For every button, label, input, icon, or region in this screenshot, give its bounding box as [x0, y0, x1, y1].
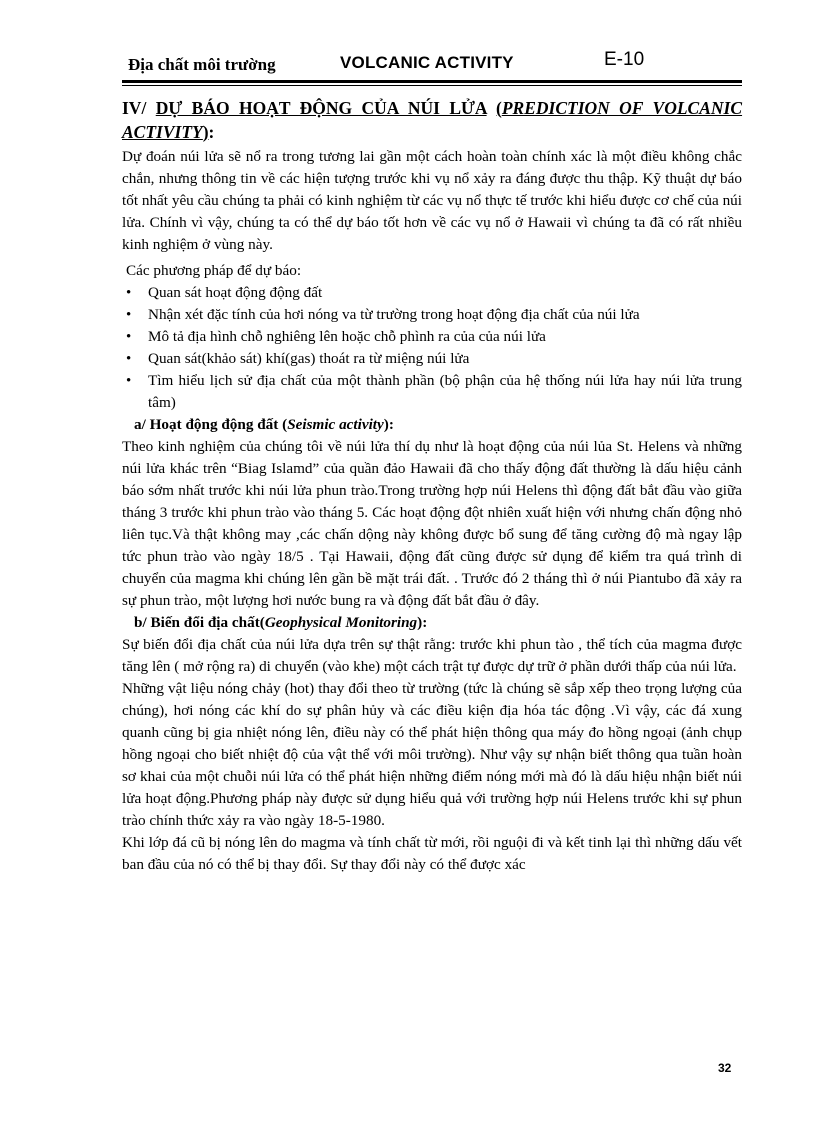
header-title: VOLCANIC ACTIVITY: [340, 53, 514, 72]
section-number: IV/: [122, 98, 147, 118]
subsection-b-paragraph-1: Sự biến đổi địa chất của núi lửa dựa trên sự thật rằng: trước khi phun tào , thể tích của magma được tăng lên ( mở rộng ra) di chuyển (vào khe) một cách trật tự được dự trữ ở phần dưới thấp của núi lửa.: [122, 636, 742, 675]
header-subject: Địa chất môi trường: [128, 55, 276, 74]
subsection-a-heading: a/ Hoạt động động đất (Seismic activity):: [134, 416, 394, 433]
list-item: • Quan sát(khảo sát) khí(gas) thoát ra từ miệng núi lửa: [122, 348, 742, 370]
intro-paragraph: Dự đoán núi lửa sẽ nổ ra trong tương lai gần một cách hoàn toàn chính xác là một điều không chắc chắn, nhưng thông tin về các hiện tượng trước khi vụ nổ xảy ra đáng được thu thập. Kỹ thuật dự báo tốt nhất yêu cầu chúng ta phải có kinh nghiệm từ các vụ nổ thực tế trước khi hiểu được cơ chế của núi lửa. Chính vì vậy, chúng ta có thể dự báo tốt hơn về các vụ nổ ở Hawaii vì chúng ta đã có rất nhiều kinh nghiệm ở vùng này.: [122, 148, 742, 253]
list-item: • Mô tả địa hình chỗ nghiêng lên hoặc chỗ phình ra của của núi lửa: [122, 326, 742, 348]
list-item: • Nhận xét đặc tính của hơi nóng va từ trường trong hoạt động địa chất của núi lửa: [122, 304, 742, 326]
section-title-vi: DỰ BÁO HOẠT ĐỘNG CỦA NÚI LỬA: [155, 98, 487, 118]
header-code: E-10: [604, 49, 645, 70]
section-title-en: PREDICTION OF VOLCANIC ACTIVITY: [122, 98, 743, 142]
section-title: IV/ DỰ BÁO HOẠT ĐỘNG CỦA NÚI LỬA (PREDICTION OF VOLCANIC ACTIVITY):: [122, 98, 743, 142]
subsection-b-term: Geophysical Monitoring: [264, 614, 418, 631]
header-rule-thin: [122, 85, 742, 86]
subsection-b-paragraph-3: Khi lớp đá cũ bị nóng lên do magma và tính chất từ mới, rồi nguội đi và kết tinh lại thì những dấu vết ban đầu của nó có thể bị thay đổi. Sự thay đổi này có thể được xác: [122, 834, 742, 873]
subsection-b-paragraph-2: Những vật liệu nóng chảy (hot) thay đổi theo từ trường (tức là chúng sẽ sắp xếp theo trọng lượng của chúng), hơi nóng các khí do sự phân hủy và các điều kiện địa hóa tác động .Vì vậy, các đá xung quanh cũng bị gia nhiệt nóng lên, điều này có thể phát hiện thông qua máy đo hồng ngoại (ảnh chụp hồng ngoại cho biết nhiệt độ của vật thể với môi trường). Như vậy sự nhận biết thông qua tuần hoàn sơ khai của một chuỗi núi lửa có thể phát hiện những điểm nóng mới mà đó là dấu hiệu nhận biết núi lửa hoạt động.Phương pháp này được sử dụng hiểu quả với trường hợp núi Helens trước khi sự phun trào chính thức xảy ra vào ngày 18-5-1980.: [122, 680, 742, 829]
list-item: • Tìm hiểu lịch sử địa chất của một thành phần (bộ phận của hệ thống núi lửa hay núi lửa trung tâm): [122, 370, 742, 414]
page-number: 32: [718, 1061, 732, 1075]
subsection-b-heading: b/ Biến đổi địa chất(Geophysical Monitoring):: [134, 614, 428, 631]
header-rule-thick: [122, 80, 742, 83]
methods-list: [122, 282, 742, 414]
list-item: • Quan sát hoạt động động đất: [122, 282, 742, 304]
subsection-a-term: Seismic activity: [287, 416, 384, 433]
methods-intro: Các phương pháp để dự báo:: [126, 262, 302, 279]
page-content: [122, 96, 742, 876]
page-header: [122, 48, 742, 80]
subsection-a-paragraph: Theo kinh nghiệm của chúng tôi về núi lửa thí dụ như là hoạt động của núi lủa St. Helens và những núi lửa khác trên “Biag Islamd” của quần đảo Hawaii đã cho thấy động đất thường là dấu hiệu cảnh báo sớm nhất trước khi núi lửa phun trào.Trong trường hợp núi Helens thì động đất bắt đầu vào giữa tháng 3 trước khi phun trào vào tháng 5. Các hoạt động đột nhiên xuất hiện với nhưng chấn động nhỏ liên tục.Và thật không may ,các chấn dộng này không được bổ sung để tăng cường độ mà ngay lập tức phun trào vào ngày 18/5 . Tại Hawaii, động đất cũng được sử dụng để kiểm tra quá trình di chuyển của magma khi chúng lên gần bề mặt trái đất. . Trước đó 2 tháng thì ở núi Piantubo đã xảy ra sự phun trào, một lượng hơi nước bung ra và động đất bắt đầu ở đây.: [122, 438, 742, 609]
